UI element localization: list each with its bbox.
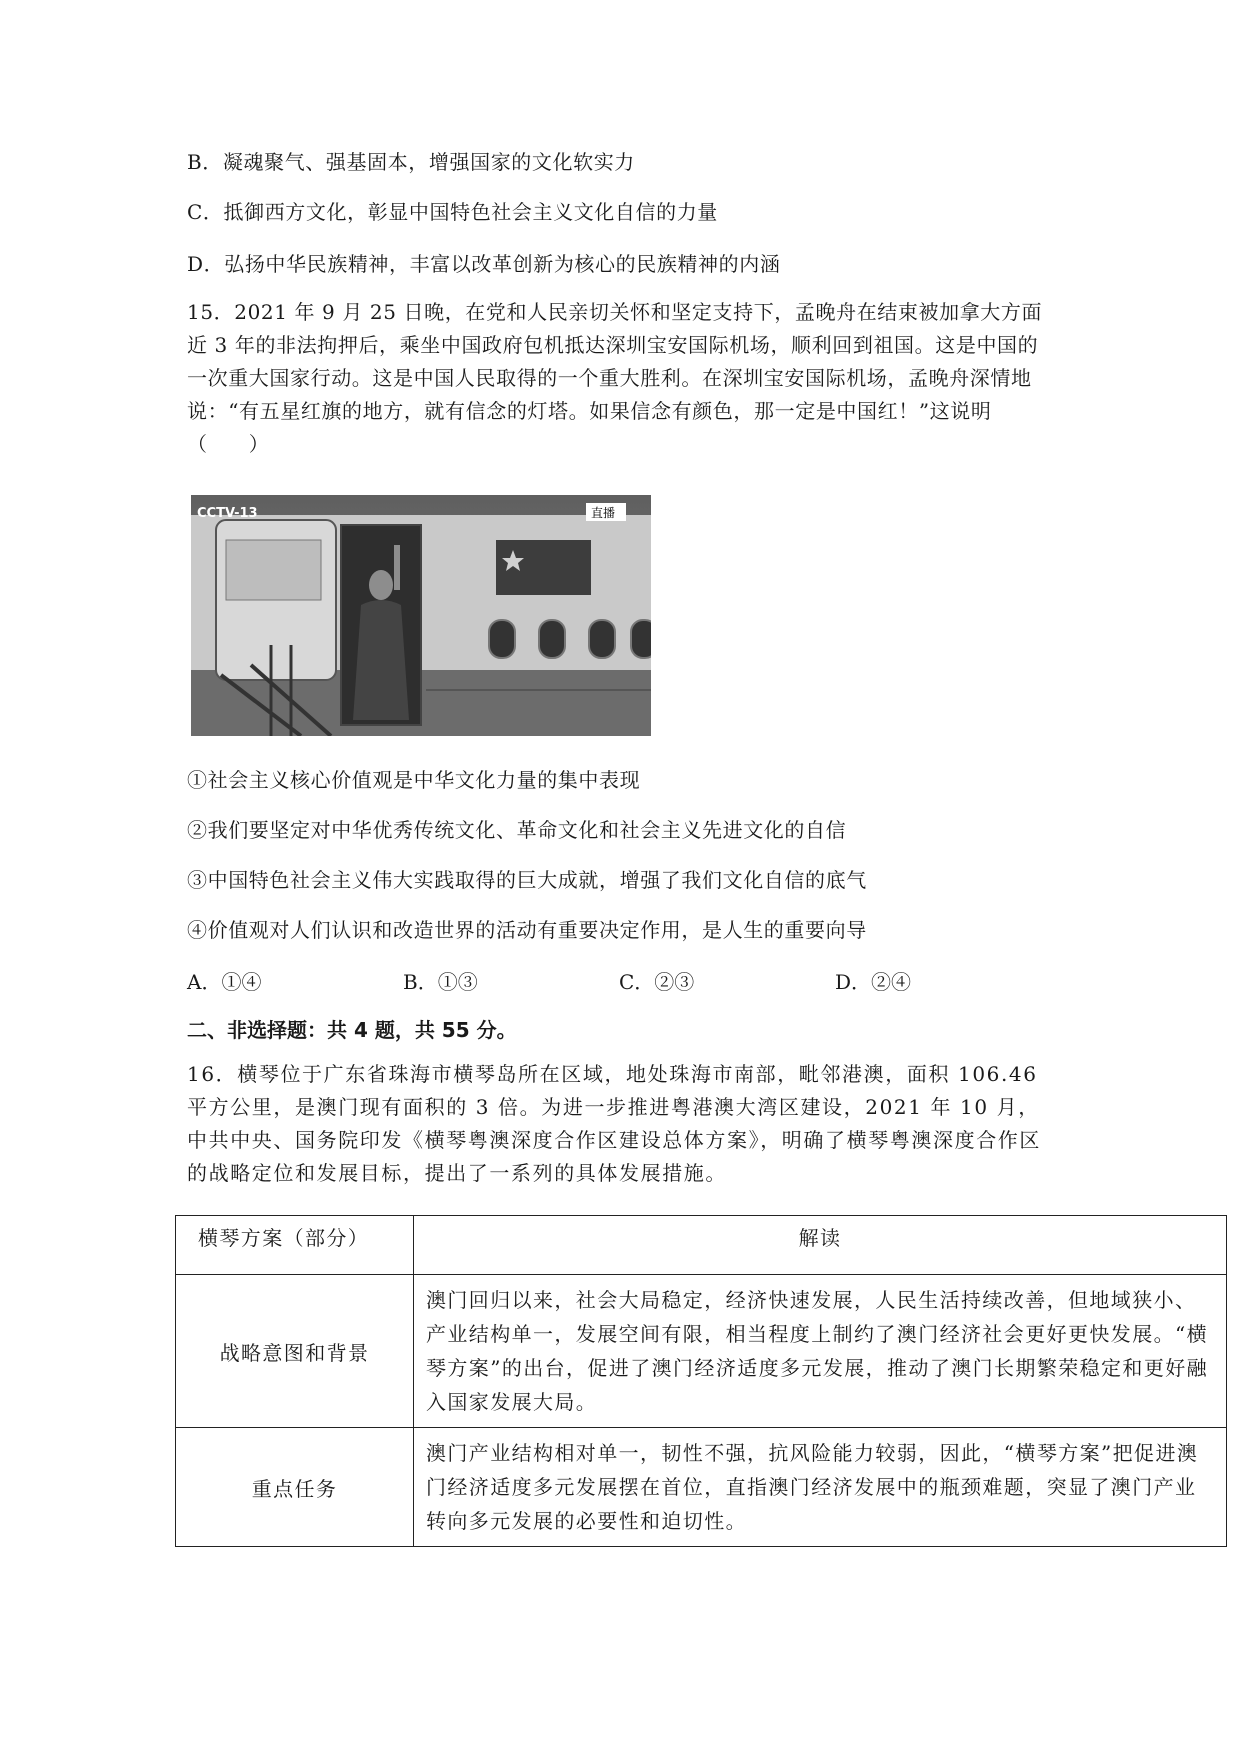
table-row — [176, 1275, 1227, 1428]
row-content: 澳门回归以来，社会大局稳定，经济快速发展，人民生活持续改善，但地域狭小、产业结构单一，发展空间有限，相当程度上制约了澳门经济社会更好更快发展。“横琴方案”的出台，促进了澳门经济适度多元发展，推动了澳门长期繁荣稳定和更好融入国家发展大局。 — [414, 1275, 1227, 1428]
q14-option-b: B．凝魂聚气、强基固本，增强国家的文化软实力 — [187, 150, 635, 174]
plan-table — [175, 1215, 1227, 1547]
channel-logo: CCTV-13 — [197, 506, 258, 521]
table-row — [176, 1428, 1227, 1547]
airplane-door-image — [191, 495, 651, 736]
question-15-text: 15．2021 年 9 月 25 日晚，在党和人民亲切关怀和坚定支持下，孟晚舟在结束被加拿大方面近 3 年的非法拘押后，乘坐中国政府包机抵达深圳宝安国际机场，顺利回到祖国。这是中国的一次重大国家行动。这是中国人民取得的一个重大胜利。在深圳宝安国际机场，孟晚舟深情地说：“有五星红旗的地方，就有信念的灯塔。如果信念有颜色，那一定是中国红！”这说明（ ） — [187, 300, 1043, 456]
table-header-plan: 横琴方案（部分） — [176, 1216, 414, 1275]
choice-b: B．①③ — [403, 970, 478, 994]
section-title: 二、非选择题：共 4 题，共 55 分。 — [187, 1018, 517, 1042]
row-label: 战略意图和背景 — [176, 1275, 414, 1428]
q14-option-c: C．抵御西方文化，彰显中国特色社会主义文化自信的力量 — [187, 200, 718, 224]
statement-3: ③中国特色社会主义伟大实践取得的巨大成就，增强了我们文化自信的底气 — [187, 868, 867, 892]
table-header-interpretation: 解读 — [414, 1216, 1227, 1275]
live-badge: 直播 — [591, 506, 616, 520]
row-label: 重点任务 — [176, 1428, 414, 1547]
question-16-text: 16．横琴位于广东省珠海市横琴岛所在区域，地处珠海市南部，毗邻港澳，面积 106.46 平方公里，是澳门现有面积的 3 倍。为进一步推进粤港澳大湾区建设，2021 年 10 月，中共中央、国务院印发《横琴粤澳深度合作区建设总体方案》，明确了横琴粤澳深度合作区的战略定位和发展目标，提出了一系列的具体发展措施。 — [187, 1062, 1041, 1185]
row-content: 澳门产业结构相对单一，韧性不强，抗风险能力较弱，因此，“横琴方案”把促进澳门经济适度多元发展摆在首位，直指澳门经济发展中的瓶颈难题，突显了澳门产业转向多元发展的必要性和迫切性。 — [414, 1428, 1227, 1547]
choice-a: A．①④ — [187, 970, 262, 994]
statement-1: ①社会主义核心价值观是中华文化力量的集中表现 — [187, 768, 641, 792]
q14-option-d: D．弘扬中华民族精神，丰富以改革创新为核心的民族精神的内涵 — [187, 252, 781, 276]
statement-2: ②我们要坚定对中华优秀传统文化、革命文化和社会主义先进文化的自信 — [187, 818, 847, 842]
statement-4: ④价值观对人们认识和改造世界的活动有重要决定作用，是人生的重要向导 — [187, 918, 867, 942]
choice-d: D．②④ — [835, 970, 912, 994]
table-header-row — [176, 1216, 1227, 1275]
choice-c: C．②③ — [619, 970, 695, 994]
news-photo — [191, 495, 651, 736]
